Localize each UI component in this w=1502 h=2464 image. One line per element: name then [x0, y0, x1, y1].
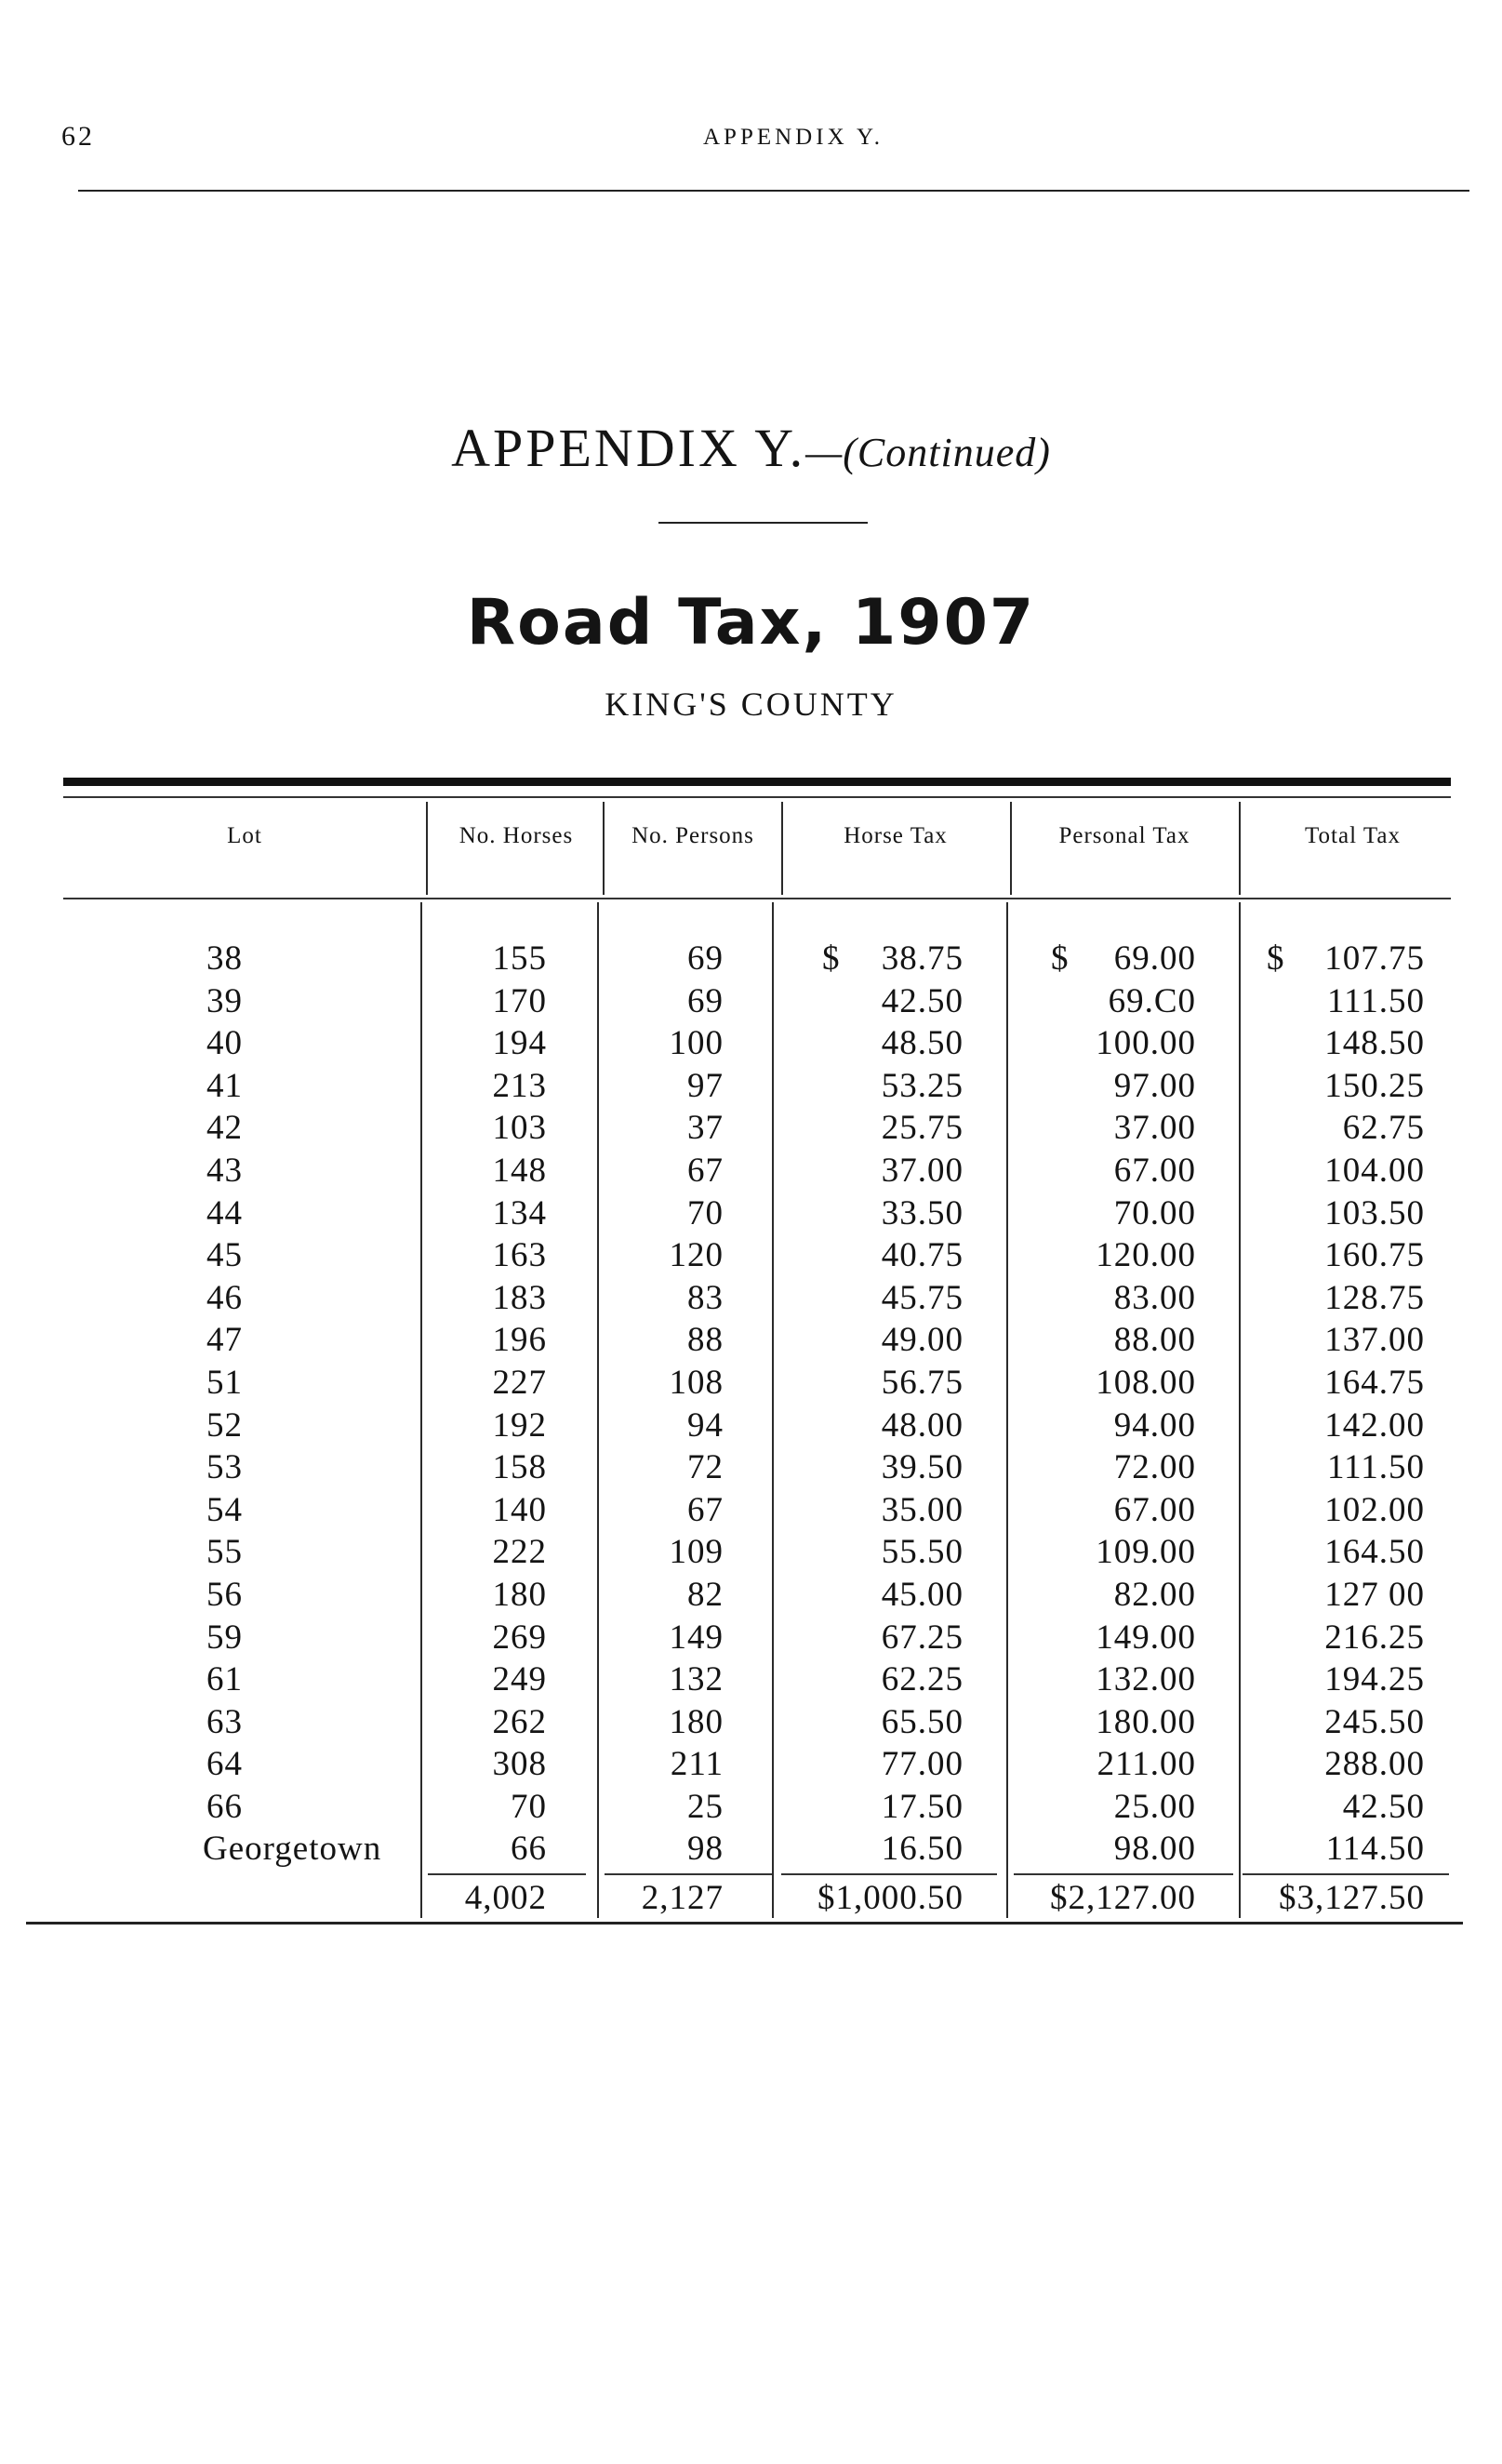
lot-cell: 54: [206, 1490, 243, 1529]
lot-cell: 45: [206, 1236, 243, 1275]
persons-cell: 149: [669, 1618, 724, 1657]
persons-cell: 94: [687, 1405, 724, 1445]
header-divider: [603, 802, 605, 895]
horse-tax-cell: 48.00: [881, 1405, 964, 1445]
table-row: [0, 1701, 1502, 1744]
running-title: APPENDIX Y.: [703, 125, 884, 150]
dollar-sign: $: [1267, 939, 1285, 978]
persons-cell: 88: [687, 1321, 724, 1360]
table-row: [0, 1065, 1502, 1108]
horses-cell: 155: [492, 939, 547, 978]
personal-tax-cell: 149.00: [1096, 1618, 1196, 1657]
total-tax-cell: 150.25: [1324, 1066, 1425, 1105]
column-header-lot: Lot: [227, 823, 262, 848]
table-row: [0, 1743, 1502, 1786]
horse-tax-cell: 62.25: [881, 1660, 964, 1699]
lot-cell: 44: [206, 1193, 243, 1232]
appendix-title: [0, 417, 1502, 479]
persons-cell: 109: [669, 1533, 724, 1572]
lot-cell: 39: [206, 981, 243, 1020]
lot-cell: 56: [206, 1575, 243, 1614]
persons-cell: 67: [687, 1490, 724, 1529]
horses-cell: 262: [492, 1702, 547, 1741]
horse-tax-cell: 65.50: [881, 1702, 964, 1741]
table-bottom-rule: [26, 1922, 1463, 1925]
total-tax-cell: 111.50: [1326, 981, 1425, 1020]
persons-cell: 25: [687, 1787, 724, 1826]
persons-cell: 211: [670, 1745, 724, 1784]
total-horse-tax: $1,000.50: [817, 1879, 964, 1917]
horses-cell: 103: [492, 1109, 547, 1148]
horse-tax-cell: 48.50: [881, 1024, 964, 1063]
table-row: [0, 1319, 1502, 1362]
table-row: [0, 1617, 1502, 1659]
persons-cell: 108: [669, 1363, 724, 1402]
table-row: [0, 980, 1502, 1023]
personal-tax-cell: 83.00: [1113, 1278, 1196, 1317]
personal-tax-cell: 211.00: [1097, 1745, 1196, 1784]
personal-tax-cell: 109.00: [1096, 1533, 1196, 1572]
horses-cell: 183: [492, 1278, 547, 1317]
lot-cell: 47: [206, 1321, 243, 1360]
horse-tax-cell: 33.50: [881, 1193, 964, 1232]
column-header-horses: No. Horses: [459, 823, 574, 848]
table-row: [0, 1786, 1502, 1829]
table-row: [0, 1107, 1502, 1150]
horse-tax-cell: 49.00: [881, 1321, 964, 1360]
total-persons: 2,127: [641, 1879, 724, 1917]
header-divider: [426, 802, 428, 895]
horses-cell: 148: [492, 1151, 547, 1190]
total-total-tax: $3,127.50: [1279, 1879, 1425, 1917]
sum-rule: [781, 1873, 997, 1875]
personal-tax-cell: 37.00: [1113, 1109, 1196, 1148]
persons-cell: 132: [669, 1660, 724, 1699]
lot-cell: 61: [206, 1660, 243, 1699]
column-header-horse-tax: Horse Tax: [844, 823, 948, 848]
total-tax-cell: 128.75: [1324, 1278, 1425, 1317]
persons-cell: 100: [669, 1024, 724, 1063]
horse-tax-cell: 39.50: [881, 1448, 964, 1487]
header-divider: [1010, 802, 1012, 895]
dollar-sign: $: [822, 939, 841, 978]
page-number: 62: [61, 121, 95, 152]
horse-tax-cell: 67.25: [881, 1618, 964, 1657]
header-divider: [781, 802, 783, 895]
lot-cell: 63: [206, 1702, 243, 1741]
column-header-persons: No. Persons: [631, 823, 754, 848]
horse-tax-cell: 38.75: [881, 939, 964, 978]
horse-tax-cell: 25.75: [881, 1109, 964, 1148]
total-tax-cell: 114.50: [1325, 1830, 1425, 1869]
horse-tax-cell: 35.00: [881, 1490, 964, 1529]
horses-cell: 140: [492, 1490, 547, 1529]
personal-tax-cell: 25.00: [1113, 1787, 1196, 1826]
horses-cell: 180: [492, 1575, 547, 1614]
lot-cell: 53: [206, 1448, 243, 1487]
table-row: [0, 1446, 1502, 1489]
header-rule: [78, 190, 1469, 192]
persons-cell: 83: [687, 1278, 724, 1317]
personal-tax-cell: 72.00: [1113, 1448, 1196, 1487]
lot-cell: 55: [206, 1533, 243, 1572]
continued-label: —(Continued): [805, 430, 1051, 475]
horse-tax-cell: 40.75: [881, 1236, 964, 1275]
running-head: [61, 121, 1456, 158]
lot-cell: 51: [206, 1363, 243, 1402]
title-rule: [658, 522, 868, 524]
lot-cell: 46: [206, 1278, 243, 1317]
horses-cell: 227: [492, 1363, 547, 1402]
total-tax-cell: 42.50: [1342, 1787, 1425, 1826]
horses-cell: 308: [492, 1745, 547, 1784]
lot-cell: 64: [206, 1745, 243, 1784]
total-tax-cell: 164.50: [1324, 1533, 1425, 1572]
total-tax-cell: 245.50: [1324, 1702, 1425, 1741]
personal-tax-cell: 97.00: [1113, 1066, 1196, 1105]
personal-tax-cell: 69.00: [1113, 939, 1196, 978]
total-tax-cell: 111.50: [1326, 1448, 1425, 1487]
personal-tax-cell: 120.00: [1096, 1236, 1196, 1275]
lot-cell: 38: [206, 939, 243, 978]
horses-cell: 194: [492, 1024, 547, 1063]
table-row: [0, 1234, 1502, 1277]
persons-cell: 69: [687, 939, 724, 978]
persons-cell: 69: [687, 981, 724, 1020]
table-row: [0, 1022, 1502, 1065]
lot-cell: 59: [206, 1618, 243, 1657]
table-row: [0, 1574, 1502, 1617]
horses-cell: 213: [492, 1066, 547, 1105]
persons-cell: 97: [687, 1066, 724, 1105]
persons-cell: 98: [687, 1830, 724, 1869]
horses-cell: 66: [511, 1830, 547, 1869]
document-title: Road Tax, 1907: [466, 586, 1036, 659]
table-row: [0, 938, 1502, 980]
table-top-thin-rule: [63, 796, 1451, 798]
total-tax-cell: 288.00: [1324, 1745, 1425, 1784]
lot-cell: 40: [206, 1024, 243, 1063]
personal-tax-cell: 94.00: [1113, 1405, 1196, 1445]
table-body: [0, 938, 1502, 1871]
horses-cell: 170: [492, 981, 547, 1020]
persons-cell: 180: [669, 1702, 724, 1741]
personal-tax-cell: 67.00: [1113, 1490, 1196, 1529]
table-row: [0, 1531, 1502, 1574]
horse-tax-cell: 42.50: [881, 981, 964, 1020]
horses-cell: 134: [492, 1193, 547, 1232]
personal-tax-cell: 132.00: [1096, 1660, 1196, 1699]
table-row: [0, 1828, 1502, 1871]
horses-cell: 158: [492, 1448, 547, 1487]
table-row: [0, 1658, 1502, 1701]
column-header-total-tax: Total Tax: [1305, 823, 1401, 848]
total-tax-cell: 137.00: [1324, 1321, 1425, 1360]
table-row: [0, 1277, 1502, 1320]
totals-row: [0, 1877, 1502, 1920]
total-tax-cell: 160.75: [1324, 1236, 1425, 1275]
total-tax-cell: 107.75: [1324, 939, 1425, 978]
lot-cell: 43: [206, 1151, 243, 1190]
personal-tax-cell: 88.00: [1113, 1321, 1196, 1360]
personal-tax-cell: 70.00: [1113, 1193, 1196, 1232]
sum-rule: [428, 1873, 586, 1875]
table-top-heavy-rule: [63, 778, 1451, 786]
total-tax-cell: 127 00: [1324, 1575, 1425, 1614]
sum-rule: [1243, 1873, 1449, 1875]
horse-tax-cell: 55.50: [881, 1533, 964, 1572]
lot-cell: 41: [206, 1066, 243, 1105]
total-tax-cell: 142.00: [1324, 1405, 1425, 1445]
horses-cell: 192: [492, 1405, 547, 1445]
column-header-personal-tax: Personal Tax: [1058, 823, 1190, 848]
table-row: [0, 1192, 1502, 1235]
lot-cell: 66: [206, 1787, 243, 1826]
horses-cell: 222: [492, 1533, 547, 1572]
table-row: [0, 1362, 1502, 1405]
persons-cell: 72: [687, 1448, 724, 1487]
horse-tax-cell: 53.25: [881, 1066, 964, 1105]
sum-rule: [605, 1873, 772, 1875]
personal-tax-cell: 69.C0: [1108, 981, 1196, 1020]
dollar-sign: $: [1051, 939, 1070, 978]
horses-cell: 249: [492, 1660, 547, 1699]
horses-cell: 163: [492, 1236, 547, 1275]
personal-tax-cell: 100.00: [1096, 1024, 1196, 1063]
horse-tax-cell: 37.00: [881, 1151, 964, 1190]
appendix-label: APPENDIX Y.: [451, 418, 806, 478]
horses-cell: 70: [511, 1787, 547, 1826]
personal-tax-cell: 82.00: [1113, 1575, 1196, 1614]
horse-tax-cell: 77.00: [881, 1745, 964, 1784]
horse-tax-cell: 45.75: [881, 1278, 964, 1317]
personal-tax-cell: 108.00: [1096, 1363, 1196, 1402]
persons-cell: 37: [687, 1109, 724, 1148]
table-row: [0, 1489, 1502, 1532]
horse-tax-cell: 17.50: [881, 1787, 964, 1826]
persons-cell: 67: [687, 1151, 724, 1190]
horses-cell: 196: [492, 1321, 547, 1360]
horse-tax-cell: 45.00: [881, 1575, 964, 1614]
persons-cell: 120: [669, 1236, 724, 1275]
total-tax-cell: 102.00: [1324, 1490, 1425, 1529]
total-horses: 4,002: [464, 1879, 547, 1917]
sum-rule: [1014, 1873, 1233, 1875]
lot-cell: 42: [206, 1109, 243, 1148]
lot-cell: Georgetown: [203, 1830, 382, 1869]
persons-cell: 70: [687, 1193, 724, 1232]
total-tax-cell: 164.75: [1324, 1363, 1425, 1402]
persons-cell: 82: [687, 1575, 724, 1614]
county-subtitle: KING'S COUNTY: [605, 686, 897, 723]
total-tax-cell: 194.25: [1324, 1660, 1425, 1699]
header-bottom-rule: [63, 898, 1451, 899]
header-divider: [1239, 802, 1241, 895]
total-personal-tax: $2,127.00: [1050, 1879, 1196, 1917]
table-row: [0, 1405, 1502, 1447]
total-tax-cell: 216.25: [1324, 1618, 1425, 1657]
total-tax-cell: 104.00: [1324, 1151, 1425, 1190]
horse-tax-cell: 56.75: [881, 1363, 964, 1402]
personal-tax-cell: 180.00: [1096, 1702, 1196, 1741]
total-tax-cell: 148.50: [1324, 1024, 1425, 1063]
horse-tax-cell: 16.50: [881, 1830, 964, 1869]
horses-cell: 269: [492, 1618, 547, 1657]
total-tax-cell: 62.75: [1342, 1109, 1425, 1148]
personal-tax-cell: 67.00: [1113, 1151, 1196, 1190]
total-tax-cell: 103.50: [1324, 1193, 1425, 1232]
lot-cell: 52: [206, 1405, 243, 1445]
personal-tax-cell: 98.00: [1113, 1830, 1196, 1869]
table-row: [0, 1150, 1502, 1192]
